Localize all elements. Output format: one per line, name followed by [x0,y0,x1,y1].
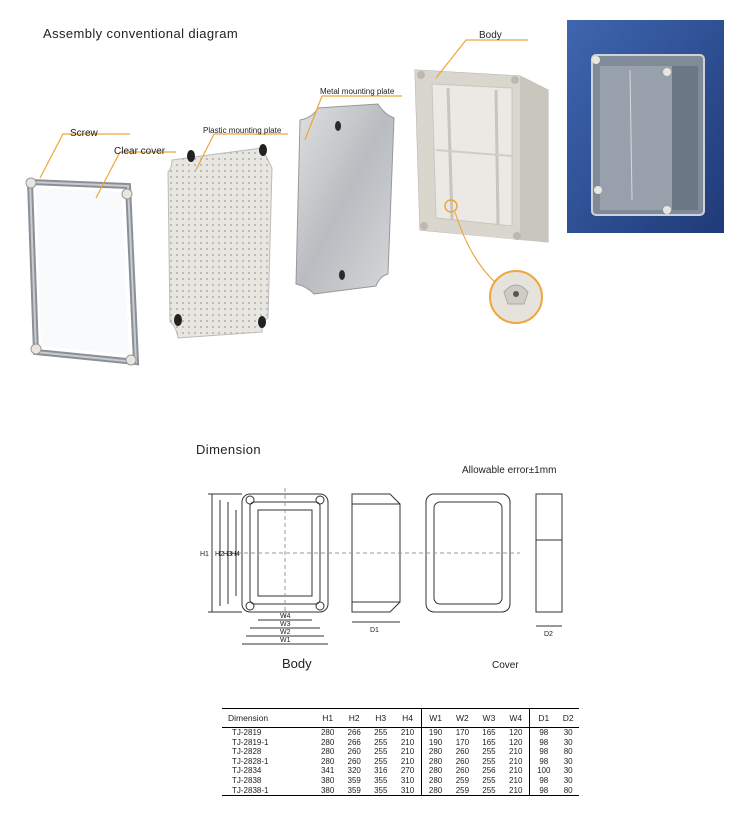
table-cell: 256 [482,766,496,776]
label-w1: W1 [280,637,291,644]
table-cell: 255 [374,737,388,747]
table-cell: 255 [374,728,388,737]
table-cell: 210 [502,786,530,796]
table-cell: 98 [530,747,558,757]
header-w2: W2 [449,709,476,728]
metal-mounting-plate-image [296,104,394,294]
table-cell: 355 [374,775,388,785]
table-cell: 100 [530,766,558,776]
table-cell: 210 [400,747,415,757]
table-cell: 255 [482,747,496,757]
table-cell: 210 [509,747,523,757]
table-row [222,776,579,786]
label-w4: W4 [280,613,291,620]
table-cell: 380 [320,775,335,785]
header-d1: D1 [530,709,558,728]
table-cell: TJ-2834 [232,766,262,776]
table-cell: 255 [482,775,496,785]
table-cell: 259 [449,786,476,796]
table-cell: 341 [320,766,335,776]
table-cell: TJ-2838-1 [222,786,314,796]
table-cell: 210 [509,775,523,785]
table-cell: 359 [341,786,368,796]
label-h4: H4 [231,551,240,558]
table-cell: 260 [347,747,361,757]
table-cell: 98 [530,738,558,748]
table-cell: 190 [422,728,450,738]
table-header-row [222,709,579,728]
label-body: Body [479,30,502,41]
table-cell: 380 [314,786,341,796]
table-cell: 170 [455,728,470,737]
table-cell: 98 [530,776,558,786]
assembly-diagram [0,0,750,400]
table-cell: 310 [394,786,422,796]
header-h1: H1 [314,709,341,728]
label-w3: W3 [280,621,291,628]
table-cell: 280 [422,747,450,757]
label-clear-cover: Clear cover [114,146,166,157]
table-cell: 280 [320,756,335,766]
dimension-title: Dimension [196,442,262,457]
table-cell: 98 [530,728,558,738]
table-cell: 260 [455,766,470,776]
label-d2: D2 [544,631,553,638]
table-cell: 170 [455,737,470,747]
plastic-mounting-plate-image [168,144,272,338]
table-cell: 210 [509,766,523,776]
label-d1: D1 [370,627,379,634]
label-screw: Screw [70,128,98,139]
header-w3: W3 [476,709,503,728]
table-cell: 280 [320,737,335,747]
table-cell: 266 [347,737,361,747]
table-cell: 310 [400,775,415,785]
body-caption: Body [282,656,312,671]
table-cell: 280 [422,776,450,786]
table-cell: TJ-2819-1 [232,737,269,747]
label-w2: W2 [280,629,291,636]
header-dimension: Dimension [222,709,314,728]
table-cell: 210 [400,737,415,747]
table-cell: 359 [347,775,361,785]
table-cell: 30 [563,756,573,766]
header-h4: H4 [394,709,422,728]
table-cell: 210 [509,756,523,766]
table-cell: 316 [374,766,388,776]
allowable-error-note: Allowable error±1mm [462,465,557,476]
table-cell: 280 [320,747,335,757]
table-cell: 80 [563,747,573,757]
table-cell: 260 [455,747,470,757]
product-photo [567,20,724,233]
label-h1: H1 [200,551,209,558]
table-cell: 320 [347,766,361,776]
table-row [222,747,579,757]
table-cell: 210 [400,728,415,737]
table-cell: 210 [400,756,415,766]
table-cell: 259 [455,775,470,785]
table-cell: TJ-2828-1 [232,756,269,766]
table-cell: 165 [482,728,496,737]
table-cell: 255 [374,747,388,757]
table-cell: 80 [557,786,579,796]
header-w1: W1 [422,709,450,728]
table-row [222,738,579,748]
label-plastic-mounting-plate: Plastic mounting plate [203,126,282,135]
label-h3: H3 [223,551,232,558]
cover-caption: Cover [492,660,519,671]
table-cell: 280 [422,757,450,767]
table-cell: TJ-2828 [232,747,262,757]
table-row [222,728,579,738]
table-row [222,786,579,796]
table-row [222,766,579,776]
table-body [222,728,579,796]
dimension-drawing [190,480,590,650]
table-cell: 260 [347,756,361,766]
table-cell: TJ-2838 [232,775,262,785]
table-cell: 30 [563,775,573,785]
table-cell: 120 [509,737,523,747]
table-cell: 260 [455,756,470,766]
table-cell: 98 [530,757,558,767]
dimension-table [222,708,579,796]
header-h3: H3 [367,709,394,728]
table-cell: TJ-2819 [232,728,262,737]
table-cell: 266 [347,728,361,737]
table-cell: 270 [400,766,415,776]
table-cell: 120 [509,728,523,737]
table-cell: 255 [476,786,503,796]
header-d2: D2 [557,709,579,728]
header-w4: W4 [502,709,530,728]
header-h2: H2 [341,709,368,728]
table-cell: 355 [367,786,394,796]
table-cell: 30 [563,766,573,776]
table-cell: 30 [563,737,573,747]
table-cell: 255 [374,756,388,766]
assembly-title: Assembly conventional diagram [43,26,239,41]
table-row [222,757,579,767]
clear-cover-image [26,178,136,365]
body-image [415,70,548,242]
label-h2: H2 [215,551,224,558]
table-cell: 190 [422,738,450,748]
table-cell: 98 [530,786,558,796]
table-cell: 30 [563,728,573,737]
label-metal-mounting-plate: Metal mounting plate [320,87,395,96]
table-cell: 255 [482,756,496,766]
table-cell: 280 [320,728,335,737]
table-cell: 280 [422,766,450,776]
table-cell: 165 [482,737,496,747]
table-cell: 280 [422,786,450,796]
